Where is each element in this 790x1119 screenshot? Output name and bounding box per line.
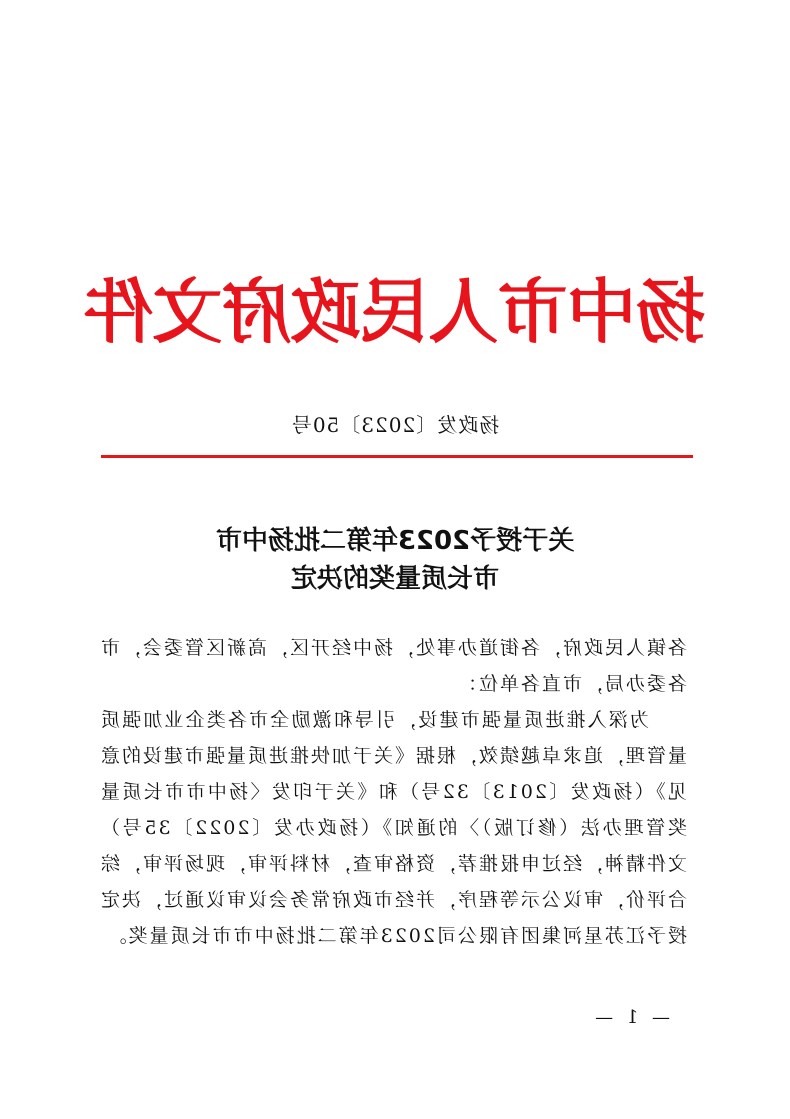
document-body bbox=[99, 630, 687, 954]
subject-line-1: 关于授予2023年第二批扬中市 bbox=[215, 526, 575, 556]
subject-line-2: 市长质量奖的决定 bbox=[291, 564, 500, 594]
page-number: — 1 — bbox=[591, 1007, 670, 1028]
header-divider bbox=[101, 455, 693, 458]
document-header-title: 扬中市人民政府文件 bbox=[84, 271, 706, 353]
body-paragraph: 为深入推进质量强市建设，引导和激励全市各类企业加强质量管理，追求卓越绩效，根据《关于加快推进质量强市建设的意见》（扬政发〔2013〕32号）和《关于印发〈扬中市市长质量奖管理办法（修订版）〉的通知》（扬政办发〔2022〕35号）文件精神，经过申报推荐，资格审查，材料评审，现场评审，综合评价，审议公示等程序，并经市政府常务会议审议通过，决定授予江苏星河集团有限公司2023年第二批扬中市市长质量奖。 bbox=[98, 709, 687, 947]
document-subject bbox=[0, 522, 790, 598]
addressee-paragraph: 各镇人民政府，各街道办事处，扬中经开区，高新区管委会，市各委办局，市直各单位： bbox=[98, 637, 687, 695]
document-number: 扬政发〔2023〕50号 bbox=[290, 413, 500, 437]
